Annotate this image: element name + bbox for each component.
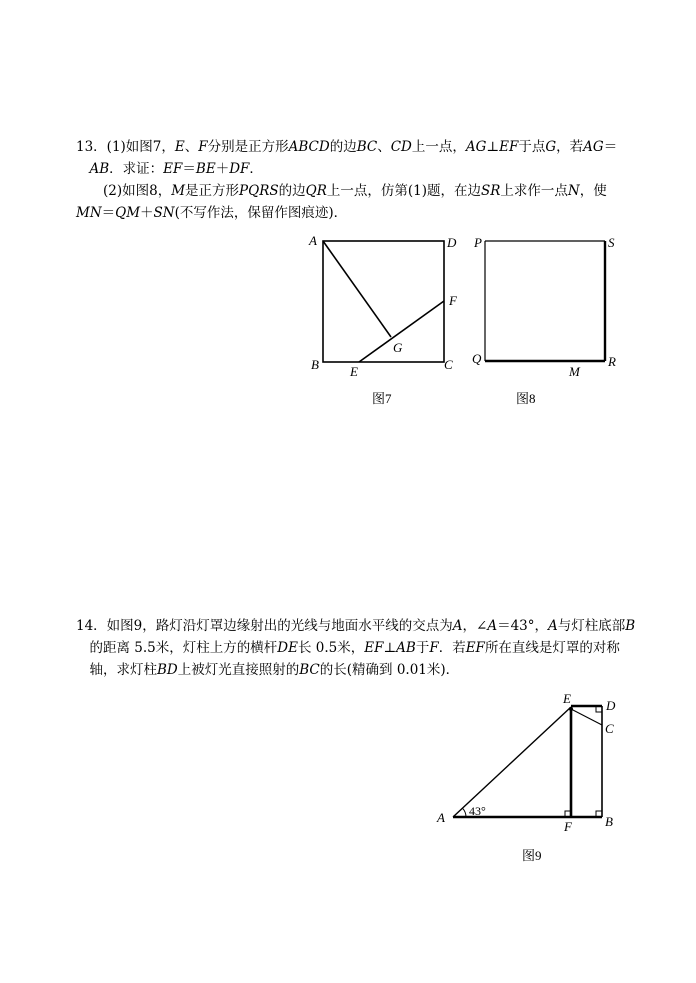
text-run: ⊥ [486,139,500,155]
text-run: ⊥ [383,640,397,656]
text-run: 、 [184,139,199,155]
segment-ag [323,241,391,337]
problem-14 [76,615,638,681]
math-symbol: M [171,183,186,199]
math-symbol: AG [583,139,604,155]
text-run: 是正方形 [185,183,240,199]
text-run: ＝ [603,139,618,155]
math-symbol: DF [229,161,250,177]
text-run: 上一点， [411,139,466,155]
text-run: ＝ [182,161,196,177]
label-f-9: F [564,819,572,834]
label-c: C [444,357,453,372]
text-run: 、 [377,139,391,155]
label-m: M [569,364,580,379]
figure-7-caption: 图7 [372,391,392,406]
math-symbol: EF [499,139,519,155]
math-symbol: A [487,618,498,634]
text-run: 的边 [278,183,306,199]
math-symbol: AB [89,161,110,177]
text-run: 于 [415,640,430,656]
label-a: A [309,233,317,248]
math-symbol: SN [153,205,175,221]
math-symbol: QM [115,205,141,221]
text-run: ＋ [140,205,154,221]
math-symbol: E [174,139,185,155]
lamp-point-e [569,707,573,711]
label-b-9: B [605,814,613,829]
math-symbol: N [567,183,580,199]
math-symbol: EF [465,640,485,656]
text-run: 上一点，仿第(1)题，在边 [326,183,481,199]
text-run: 的长(精确到 0.01米)． [319,662,460,678]
math-symbol: EF [163,161,183,177]
figure-7 [323,241,444,362]
text-run: 的距离 5.5米，灯柱上方的横杆 [89,640,278,656]
text-run: 上被灯光直接照射的 [177,662,300,678]
math-symbol: F [429,640,439,656]
label-f: F [449,293,457,308]
text-run: 上求作一点 [500,183,568,199]
text-run: ．求证： [109,161,164,177]
text-run: ＝43°， [497,618,549,634]
math-symbol: A [548,618,558,634]
text-run: ，∠ [462,618,488,634]
label-e-9: E [563,691,571,706]
math-symbol: CD [390,139,412,155]
label-d-9: D [606,698,616,713]
math-symbol: AG [465,139,487,155]
math-symbol: B [625,618,636,634]
math-symbol: MN [76,205,102,221]
text-run: 的边 [329,139,357,155]
text-run: ，若 [556,139,584,155]
text-run: ，使 [579,183,607,199]
text-run: 13．(1)如图7， [76,139,175,155]
math-symbol: BC [356,139,378,155]
angle-label: 43° [469,804,486,818]
math-symbol: BE [195,161,216,177]
text-run: ＋ [215,161,230,177]
math-symbol: AB [396,640,416,656]
text-run: (2)如图8， [103,183,172,199]
figure-9 [453,706,602,817]
math-symbol: F [198,139,208,155]
math-symbol: G [545,139,557,155]
label-e: E [350,364,358,379]
math-symbol: BC [299,662,320,678]
text-run: 于点 [518,139,546,155]
math-symbol: SR [480,183,501,199]
text-run: ． [249,161,263,177]
lamp-edge-ec [571,709,602,725]
math-symbol: PQRS [239,183,279,199]
math-symbol: ABCD [288,139,330,155]
math-symbol: A [452,618,463,634]
label-s: S [608,235,615,250]
light-ray [453,707,571,817]
text-run: ．若 [438,640,466,656]
label-p: P [474,235,482,250]
text-run: 14．如图9，路灯沿灯罩边缘射出的光线与地面水平线的交点为 [76,618,453,634]
math-symbol: BD [157,662,178,678]
label-d: D [447,235,457,250]
label-r: R [608,354,616,369]
figure-8-caption: 图8 [516,391,536,406]
figure-8 [485,241,605,361]
label-g: G [393,340,403,355]
math-symbol: EF [364,640,384,656]
text-run: (不写作法，保留作图痕迹)． [174,205,348,221]
label-q: Q [472,351,482,366]
label-b: B [311,357,319,372]
text-run: 与灯柱底部 [557,618,626,634]
text-run: 长 0.5米， [297,640,365,656]
math-symbol: QR [305,183,327,199]
text-run: 分别是正方形 [207,139,289,155]
label-c-9: C [605,721,614,736]
figure-9-caption: 图9 [522,848,542,863]
text-run: 所在直线是灯罩的对称轴，求灯柱 [89,640,620,678]
text-run: ＝ [101,205,116,221]
math-symbol: DE [277,640,298,656]
label-a-9: A [437,810,445,825]
